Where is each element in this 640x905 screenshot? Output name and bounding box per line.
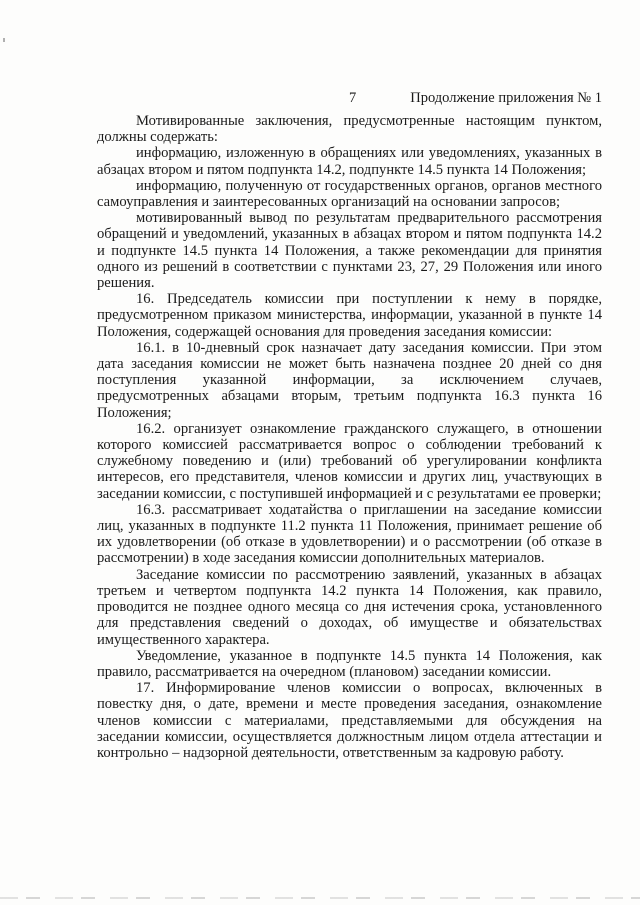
appendix-label: Продолжение приложения № 1 (410, 90, 602, 106)
paragraph: Мотивированные заключения, предусмотренные настоящим пунктом, должны содержать: (97, 113, 602, 146)
paragraph: информацию, полученную от государственных органов, органов местного самоуправления и заинтересованных организаций на основании запросов; (97, 177, 602, 211)
paragraph: мотивированный вывод по результатам предварительного рассмотрения обращений и уведомлений, указанных в абзацах втором и пятом подпункта 14.2 и подпункте 14.5 пункта 14 Положения, а также рекомендации для принятия одного из решений в соответствии с пунктами 23, 27, 29 Положения или иного решения. (97, 210, 602, 292)
paragraph: 16. Председатель комиссии при поступлении к нему в порядке, предусмотренном приказом министерства, информации, указанной в пункте 14 Положения, содержащей основания для проведения заседания комиссии: (97, 291, 602, 340)
paragraph: Уведомление, указанное в подпункте 14.5 пункта 14 Положения, как правило, рассматривается на очередном (плановом) заседании комиссии. (97, 647, 602, 680)
paragraph: 16.1. в 10-дневный срок назначает дату заседания комиссии. При этом дата заседания комиссии не может быть назначена позднее 20 дней со дня поступления указанной информации, за исключением случаев, предусмотренных абзацами вторым, третьим подпункта 16.3 пункта 16 Положения; (97, 339, 602, 421)
paragraph: 16.2. организует ознакомление гражданского служащего, в отношении которого комиссией рассматривается вопрос о соблюдении требований к служебному поведению и (или) требований об урегулировании конфликта интересов, его представителя, членов комиссии и других лиц, участвующих в заседании комиссии, с поступившей информацией и с результатами ее проверки; (97, 420, 602, 502)
page-header (97, 90, 602, 110)
paragraph: 16.3. рассматривает ходатайства о приглашении на заседание комиссии лиц, указанных в подпункте 11.2 пункта 11 Положения, принимает решение об их удовлетворении (об отказе в удовлетворении) и о рассмотрении (об отказе в рассмотрении) в ходе заседания комиссии дополнительных материалов. (97, 501, 602, 567)
paragraph: 17. Информирование членов комиссии о вопросах, включенных в повестку дня, о дате, времени и месте проведения заседания, ознакомление членов комиссии с материалами, представляемыми для обсуждения на заседании комиссии, осуществляется должностным лицом отдела аттестации и контрольно – надзорной деятельности, ответственным за кадровую работу. (97, 680, 602, 761)
scan-edge-artifact (0, 897, 640, 899)
paragraph: Заседание комиссии по рассмотрению заявлений, указанных в абзацах третьем и четвертом подпункта 14.2 пункта 14 Положения, как правило, проводится не позднее одного месяца со дня истечения срока, установленного для представления сведений о доходах, об имуществе и обязательствах имущественного характера. (97, 566, 602, 648)
scan-artifact (3, 38, 5, 42)
document-body (97, 113, 602, 761)
paragraph: информацию, изложенную в обращениях или уведомлениях, указанных в абзацах втором и пятом подпункта 14.2, подпункте 14.5 пункта 14 Положения; (97, 145, 602, 178)
page-number: 7 (349, 90, 357, 106)
